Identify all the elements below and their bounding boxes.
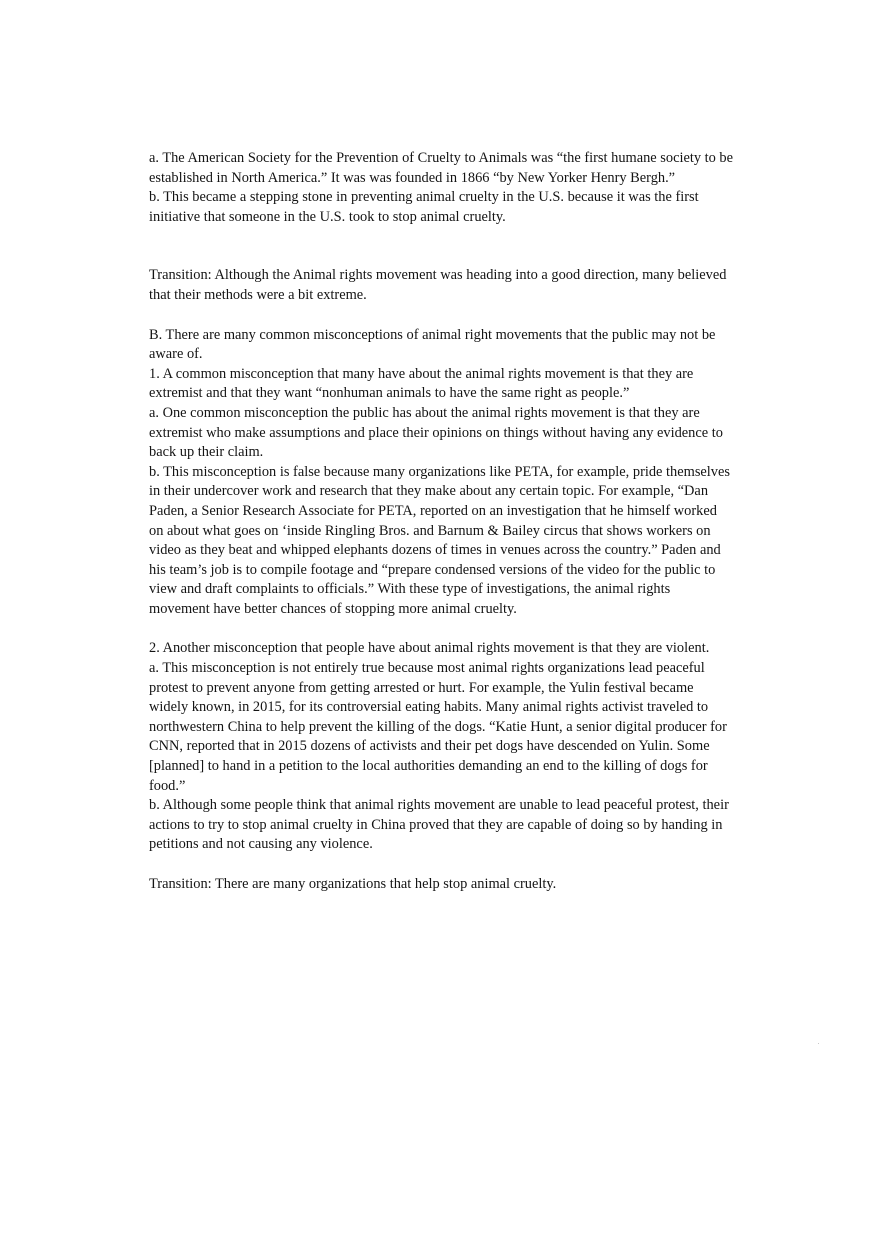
point-2b-peaceful: b. Although some people think that animal rights movement are unable to lead peaceful protest, their actions to try to stop animal cruelty in China proved that they are capable of doing so by handing in petitions and not causing any violence.	[149, 797, 729, 853]
section-b-heading: B. There are many common misconceptions of animal right movements that the public may not be aware of.	[149, 326, 716, 363]
point-1b-peta: b. This misconception is false because many organizations like PETA, for example, pride themselves in their undercover work and research that they make about any certain topic. For example, “Dan Paden, a Senior Research Associate for PETA, reported on an investigation that he himself worked on about what goes on ‘inside Ringling Bros. and Barnum & Bailey circus that shows workers on video as they beat and whipped elephants dozens of times in venues across the country.” Paden and his team’s job is to compile footage and “prepare condensed versions of the video for the public to view and draft complaints to officials.” With these type of investigations, the animal rights movement have better chances of stopping more animal cruelty.	[149, 463, 730, 617]
paragraph-spacer	[149, 306, 733, 326]
paragraph-spacer	[149, 227, 733, 266]
point-1-misconception: 1. A common misconception that many have about the animal rights movement is that they are extremist and that they want “nonhuman animals to have the same right as people.”	[149, 365, 694, 402]
point-2-violent: 2. Another misconception that people have about animal rights movement is that they are violent.	[149, 640, 710, 657]
document-body	[149, 149, 733, 895]
paragraph-b-stepping-stone: b. This became a stepping stone in preventing animal cruelty in the U.S. because it was the first initiative that someone in the U.S. took to stop animal cruelty.	[149, 189, 699, 225]
transition-paragraph: Transition: There are many organizations that help stop animal cruelty.	[149, 876, 557, 892]
transition-paragraph: Transition: Although the Animal rights movement was heading into a good direction, many believed that their methods were a bit extreme.	[149, 267, 727, 303]
point-1a-extremist: a. One common misconception the public has about the animal rights movement is that they are extremist who make assumptions and place their opinions on things without having any evidence to back up their claim.	[149, 404, 723, 461]
paragraph-spacer	[149, 619, 733, 639]
scan-speck	[818, 1043, 819, 1044]
paragraph-a-society: a. The American Society for the Prevention of Cruelty to Animals was “the first humane society to be established in North America.” It was was founded in 1866 “by New Yorker Henry Bergh.”	[149, 150, 734, 186]
paragraph-spacer	[149, 855, 733, 875]
point-2a-yulin: a. This misconception is not entirely true because most animal rights organizations lead peaceful protest to prevent anyone from getting arrested or hurt. For example, the Yulin festival became widely known, in 2015, for its controversial eating habits. Many animal rights activist traveled to northwestern China to help prevent the killing of the dogs. “Katie Hunt, a senior digital producer for CNN, reported that in 2015 dozens of activists and their pet dogs have descended on Yulin. Some [planned] to hand in a petition to the local authorities demanding an end to the killing of dogs for food.”	[149, 660, 727, 794]
